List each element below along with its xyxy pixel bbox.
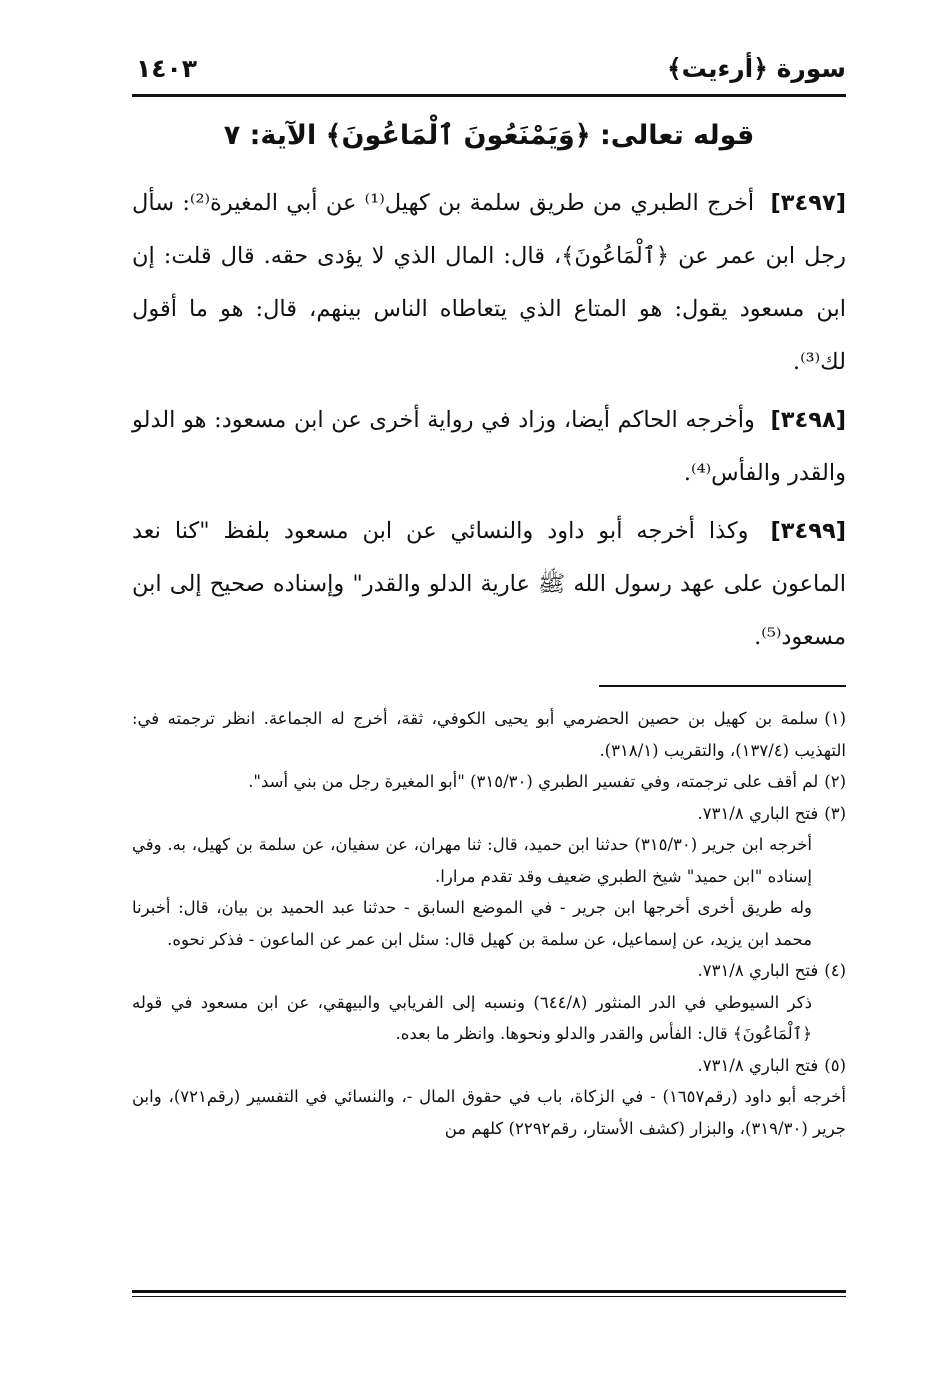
footnote-4 (132, 955, 846, 987)
footnote-label: (٤) (824, 961, 846, 980)
footnote-label: (٥) (824, 1055, 846, 1075)
footnotes (132, 703, 846, 1144)
hadith-number: [٣٤٩٩] (770, 518, 846, 544)
footnote-text: فتح الباري ٧٣١/٨. (697, 961, 819, 980)
paragraph-text: وأخرجه الحاكم أيضا، وزاد في رواية أخرى عن ابن مسعود: هو الدلو والقدر والفأس⁽⁴⁾. (132, 407, 846, 486)
trailing-note: أخرجه أبو داود (رقم١٦٥٧) - في الزكاة، باب في حقوق المال -، والنسائي في التفسير (رقم٧٢١)، وابن جرير (٣١٩/٣٠)، والبزار (كشف الأستار، رقم٢٢٩٢) كلهم من (132, 1087, 847, 1138)
footnote-4-detail-1: ذكر السيوطي في الدر المنثور (٦٤٤/٨) ونسبه إلى الفريابي والبيهقي، عن ابن مسعود في قوله ﴿ٱلْمَاعُونَ﴾ قال: الفأس والقدر والدلو ونحوها. وانظر ما بعده. (132, 992, 812, 1043)
footer-rule-thin (132, 1296, 846, 1297)
footnote-3 (132, 798, 846, 830)
paragraph-3498 (132, 394, 846, 500)
footnote-3-detail-2: وله طريق أخرى أخرجها ابن جرير - في الموضع السابق - حدثنا عبد الحميد بن بيان، قال: أخبرنا محمد ابن يزيد، عن إسماعيل، عن سلمة بن كهيل قال: سئل ابن عمر عن الماعون - فذكر نحوه. (132, 898, 812, 949)
footnote-text: سلمة بن كهيل بن حصين الحضرمي أبو يحيى الكوفي، ثقة، أخرج له الجماعة. انظر ترجمته في: التهذيب (١٣٧/٤)، والتقريب (٣١٨/١). (132, 709, 846, 760)
footnote-separator (599, 685, 846, 687)
footer-rule-thick (132, 1290, 846, 1293)
hadith-number: [٣٤٩٨] (770, 407, 846, 433)
main-text (132, 177, 846, 669)
footnote-text: فتح الباري ٧٣١/٨. (697, 1055, 819, 1075)
paragraph-text: أخرج الطبري من طريق سلمة بن كهيل⁽¹⁾ عن أبي المغيرة⁽²⁾: سأل رجل ابن عمر عن ﴿ٱلْمَاعُونَ﴾، قال: المال الذي لا يؤدى حقه. قال قلت: إن ابن مسعود يقول: هو المتاع الذي يتعاطاه الناس بينهم، قال: هو ما أقول لك⁽³⁾. (132, 190, 846, 375)
footnote-label: (١) (824, 709, 846, 728)
footnote-text: لم أقف على ترجمته، وفي تفسير الطبري (٣١٥/٣٠) "أبو المغيرة رجل من بني أسد". (248, 772, 819, 791)
page-number: ١٤٠٣ (136, 54, 198, 83)
paragraph-3499 (132, 505, 846, 664)
footnote-1 (132, 703, 846, 766)
running-header (132, 48, 846, 92)
footnote-label: (٢) (824, 772, 846, 791)
section-heading: قوله تعالى: ﴿وَيَمْنَعُونَ ٱلْمَاعُونَ﴾ الآية: ٧ (223, 120, 755, 151)
header-rule (132, 94, 846, 97)
surah-title: سورة ﴿أرءيت﴾ (666, 54, 846, 83)
footnote-2 (132, 766, 846, 798)
footnote-text: فتح الباري ٧٣١/٨. (697, 803, 819, 823)
footnote-3-detail-1: أخرجه ابن جرير (٣١٥/٣٠) حدثنا ابن حميد، قال: ثنا مهران، عن سفيان، عن سلمة بن كهيل، به. وفي إسناده "ابن حميد" شيخ الطبري ضعيف وقد تقدم مرارا. (132, 835, 812, 886)
footnote-5 (132, 1050, 846, 1082)
paragraph-3497 (132, 177, 846, 389)
hadith-number: [٣٤٩٧] (770, 190, 846, 216)
paragraph-text: وكذا أخرجه أبو داود والنسائي عن ابن مسعود بلفظ "كنا نعد الماعون على عهد رسول الله ﷺ عارية الدلو والقدر" وإسناده صحيح إلى ابن مسعود⁽⁵⁾. (132, 518, 846, 650)
footnote-label: (٣) (824, 803, 846, 823)
